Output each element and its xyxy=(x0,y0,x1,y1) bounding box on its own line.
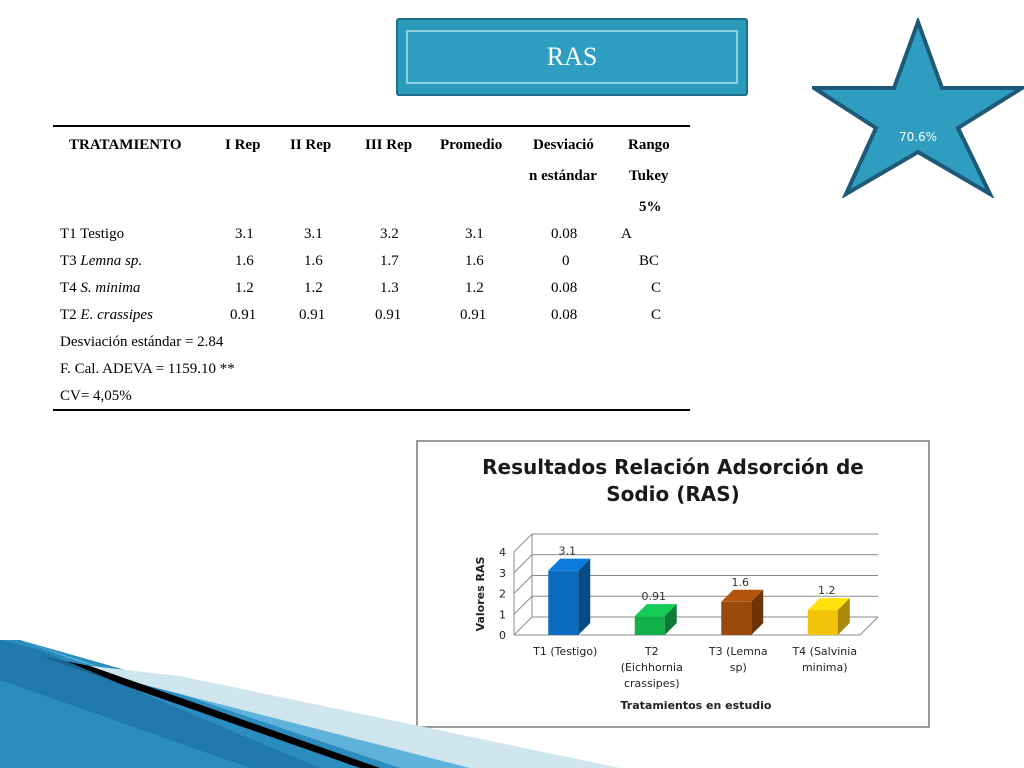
row-promedio: 3.1 xyxy=(465,226,484,242)
corner-decoration xyxy=(0,640,620,768)
header-rep1: I Rep xyxy=(225,137,261,153)
row-rango: A xyxy=(621,226,632,242)
x-tick-label: (Eichhornia xyxy=(620,661,683,674)
row-desviacion: 0.08 xyxy=(551,226,578,242)
gridline-side xyxy=(514,617,532,635)
x-tick-label: T2 xyxy=(644,645,659,658)
slide-title-box xyxy=(396,18,748,96)
row-rep2: 3.1 xyxy=(304,226,323,242)
x-tick-label: sp) xyxy=(729,661,747,674)
row-rep1: 0.91 xyxy=(230,307,257,323)
row-treatment: T2 E. crassipes xyxy=(60,307,153,323)
header-rep3: III Rep xyxy=(365,137,413,153)
y-tick-label: 0 xyxy=(499,629,506,642)
row-promedio: 0.91 xyxy=(460,307,487,323)
x-tick-label: minima) xyxy=(801,661,848,674)
x-tick-label: crassipes) xyxy=(623,677,680,690)
bar-front xyxy=(808,610,838,635)
row-rep1: 1.2 xyxy=(235,280,254,296)
results-table xyxy=(53,125,690,411)
row-desviacion: 0.08 xyxy=(551,280,578,296)
header-rango-line2: Tukey xyxy=(629,168,669,184)
row-treatment: T4 S. minima xyxy=(60,280,141,296)
header-desviacion-line1: Desviació xyxy=(533,137,594,153)
header-rango-line3: 5% xyxy=(639,199,662,215)
note-fcal: F. Cal. ADEVA = 1159.10 ** xyxy=(60,361,235,377)
row-rep3: 1.7 xyxy=(380,253,399,269)
row-rep2: 0.91 xyxy=(299,307,326,323)
row-rep3: 3.2 xyxy=(380,226,399,242)
y-axis-label: Valores RAS xyxy=(474,556,487,632)
row-rep2: 1.6 xyxy=(304,253,323,269)
slide-title-inner xyxy=(406,30,738,84)
y-tick-label: 4 xyxy=(499,546,506,559)
star-percentage: 70.6% xyxy=(898,130,938,144)
gridline-side xyxy=(514,596,532,614)
row-rep1: 1.6 xyxy=(235,253,254,269)
star-icon xyxy=(812,18,1024,198)
row-rango: C xyxy=(651,280,662,296)
x-tick-label: T4 (Salvinia xyxy=(792,645,858,658)
header-rep2: II Rep xyxy=(290,137,332,153)
header-rango-line1: Rango xyxy=(628,137,670,153)
row-rep2: 1.2 xyxy=(304,280,323,296)
row-treatment: T1 Testigo xyxy=(60,226,125,242)
gridline-side xyxy=(514,555,532,573)
header-tratamiento: TRATAMIENTO xyxy=(69,137,182,153)
bar-front xyxy=(721,602,751,635)
y-tick-label: 3 xyxy=(499,566,506,580)
note-desviacion: Desviación estándar = 2.84 xyxy=(60,334,224,350)
floor-edge xyxy=(860,617,878,635)
x-axis-label: Tratamientos en estudio xyxy=(620,699,772,712)
bar-value-label: 1.6 xyxy=(731,575,749,589)
note-cv: CV= 4,05% xyxy=(60,388,132,404)
star-badge xyxy=(812,18,1024,198)
bar-front xyxy=(548,571,578,635)
gridline-side xyxy=(514,576,532,594)
bar-value-label: 3.1 xyxy=(558,544,576,558)
x-tick-label: T3 (Lemna xyxy=(708,645,768,658)
y-tick-label: 1 xyxy=(499,608,506,622)
row-rango: C xyxy=(651,307,662,323)
bar-side xyxy=(578,559,590,635)
header-desviacion-line2: n estándar xyxy=(529,168,597,184)
row-treatment: T3 Lemna sp. xyxy=(60,253,143,269)
bar-value-label: 0.91 xyxy=(641,590,666,604)
row-promedio: 1.2 xyxy=(465,280,484,296)
row-rep1: 3.1 xyxy=(235,226,254,242)
row-desviacion: 0.08 xyxy=(551,307,578,323)
bar-front xyxy=(635,616,665,635)
slide-title: RAS xyxy=(546,42,598,71)
y-tick-label: 2 xyxy=(499,587,506,601)
row-rep3: 0.91 xyxy=(375,307,402,323)
bar-value-label: 1.2 xyxy=(818,584,836,598)
row-rep3: 1.3 xyxy=(380,280,399,296)
header-promedio: Promedio xyxy=(440,137,503,153)
chart-title: Resultados Relación Adsorción de Sodio (RAS) xyxy=(482,455,864,506)
row-desviacion: 0 xyxy=(562,253,570,269)
row-promedio: 1.6 xyxy=(465,253,484,269)
gridline-side xyxy=(514,534,532,552)
row-rango: BC xyxy=(639,253,660,269)
x-tick-label: T1 (Testigo) xyxy=(533,645,598,658)
